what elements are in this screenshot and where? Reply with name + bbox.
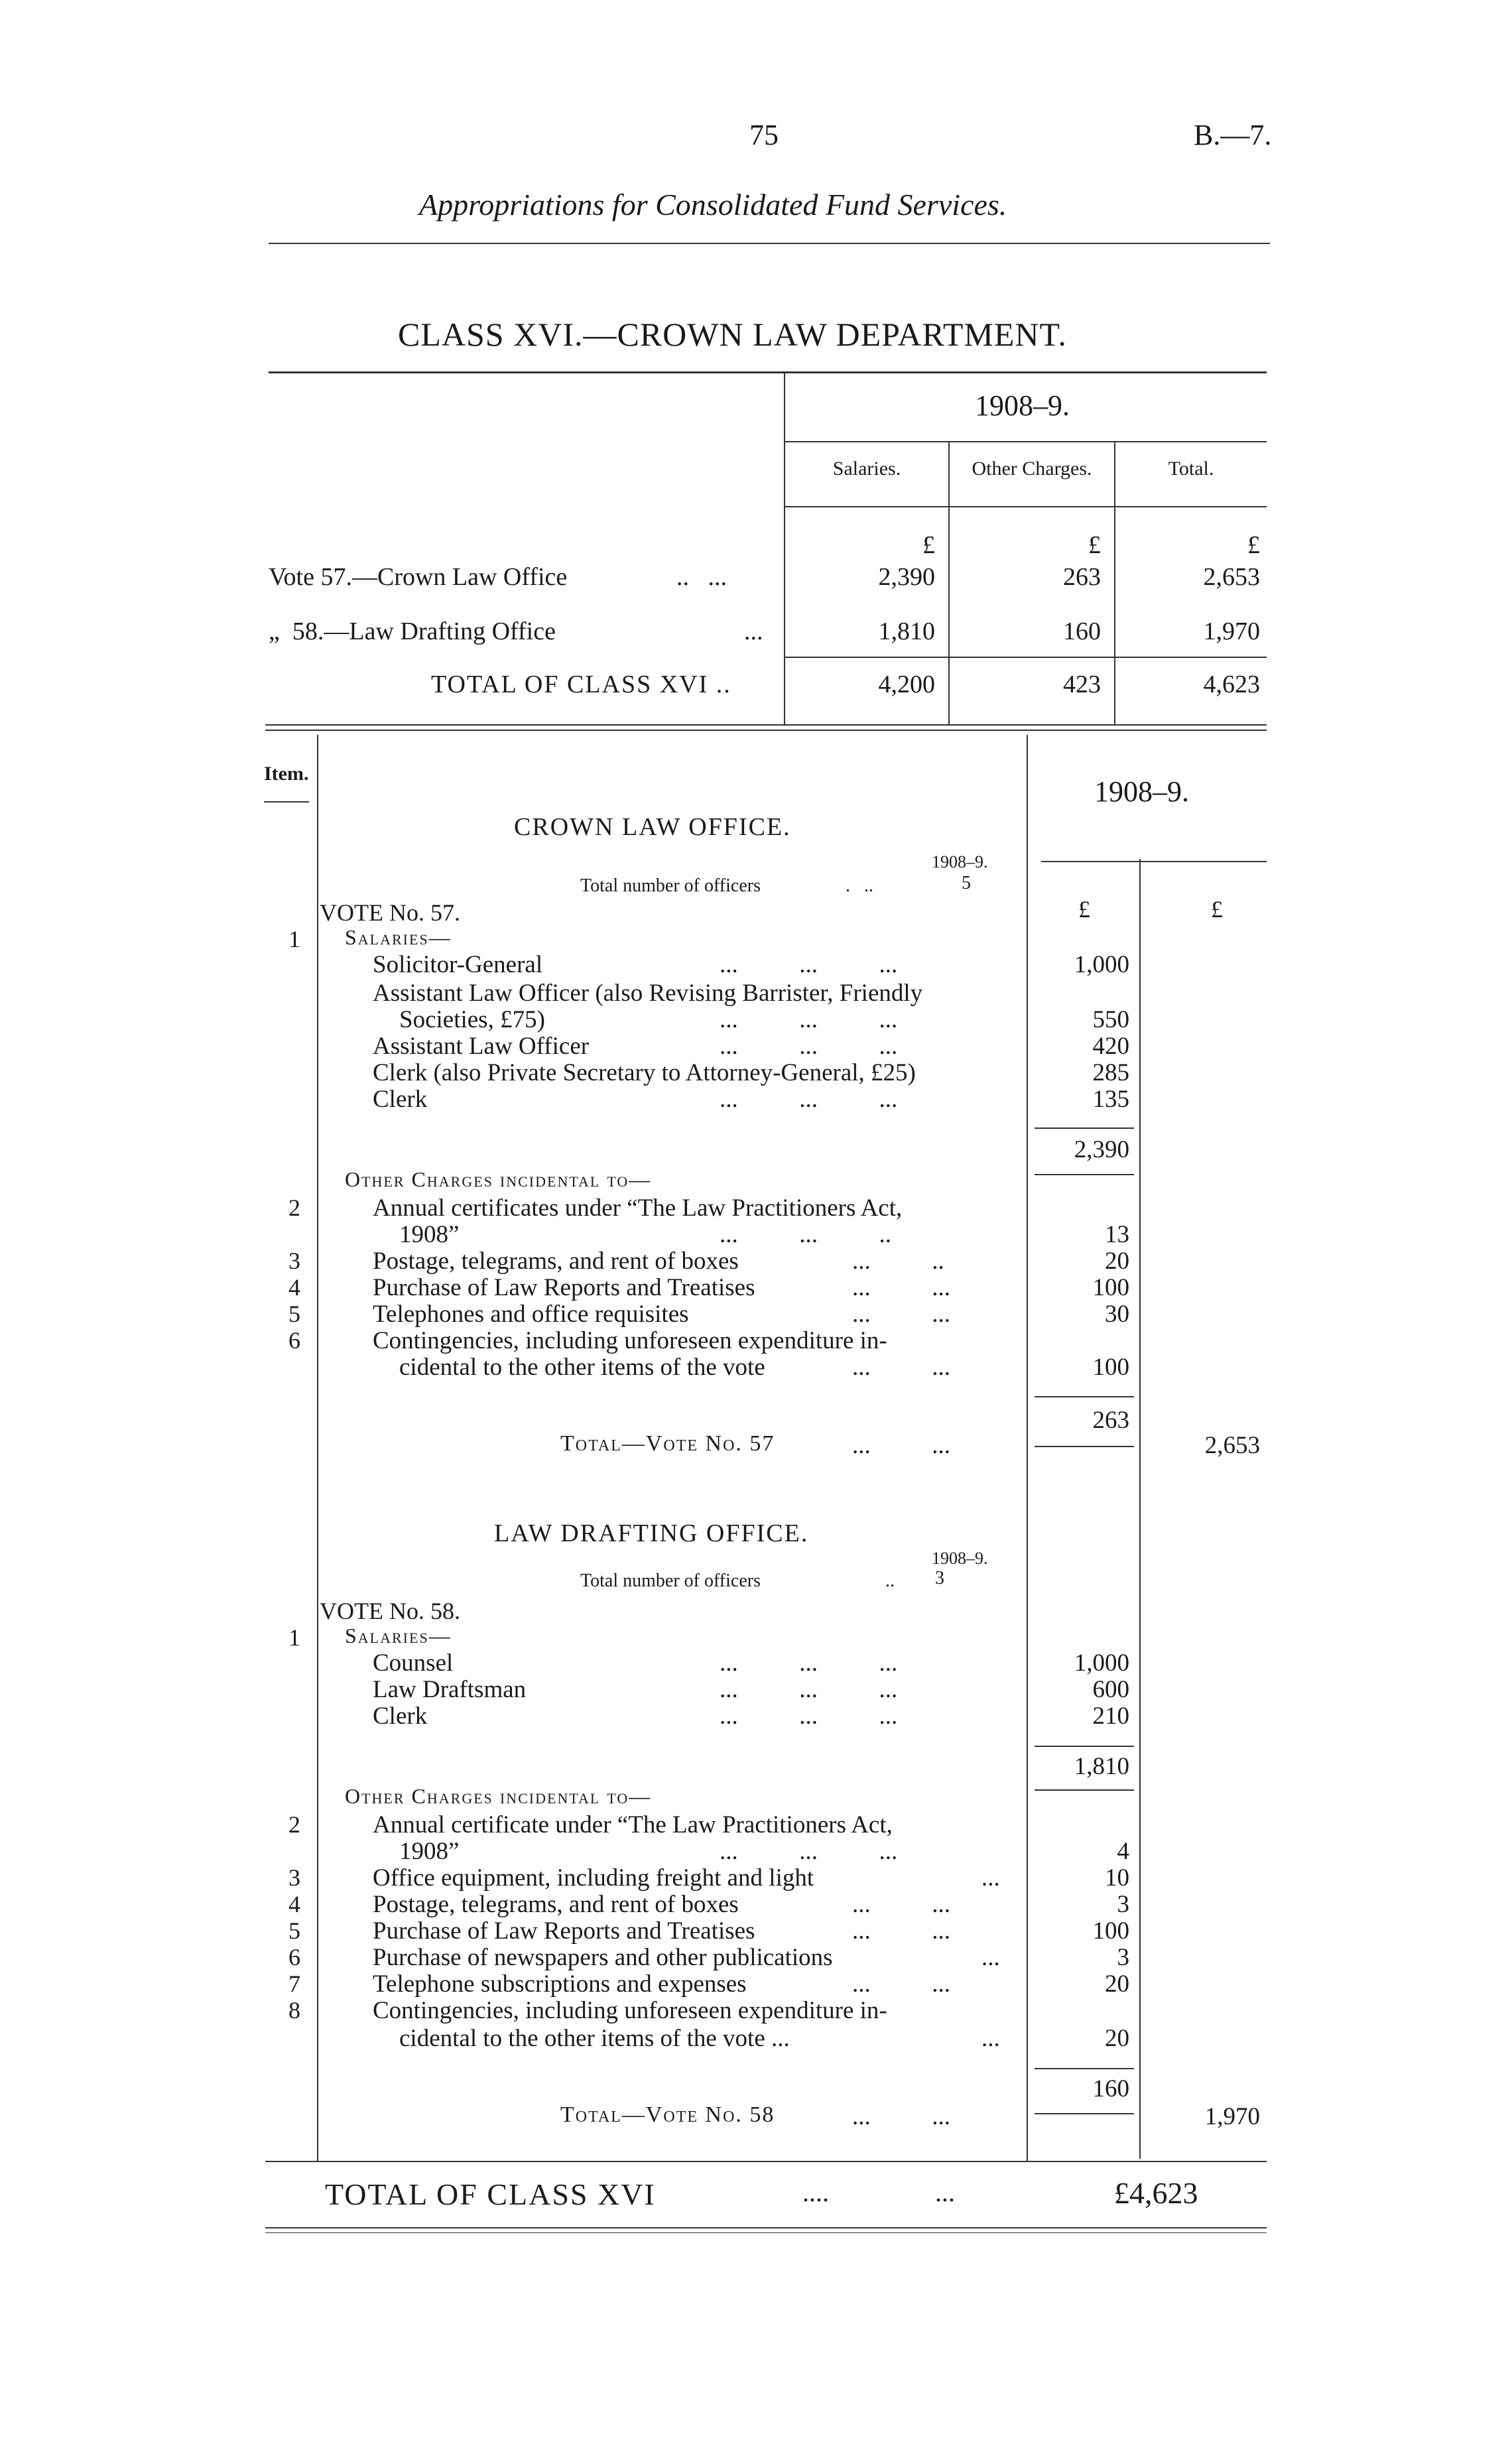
line-item-dots: ... ... — [852, 1274, 950, 1301]
line-item-amount: 3 — [1117, 1944, 1129, 1971]
subtotal-rule — [1035, 1789, 1134, 1791]
officers-label: Total number of officers — [580, 1571, 761, 1591]
line-item-amount: 100 — [1092, 1917, 1129, 1945]
subtotal-rule — [1035, 1396, 1134, 1397]
line-item-dots: ... ... ... — [720, 1838, 898, 1865]
line-item-text: Postage, telegrams, and rent of boxes — [373, 1891, 739, 1918]
line-item-text: Counsel — [373, 1649, 454, 1677]
line-item-text: Office equipment, including freight and light — [373, 1864, 814, 1892]
item-number: 5 — [288, 1301, 300, 1327]
line-item-amount: 210 — [1092, 1703, 1129, 1730]
line-item-amount: 10 — [1105, 1864, 1129, 1892]
subtotal-rule — [1035, 1127, 1134, 1129]
summary-year-rule — [785, 441, 1267, 442]
vote-total-amount: 2,653 — [1204, 1432, 1260, 1459]
line-item-amount: 20 — [1105, 1970, 1129, 1998]
line-item-text: Purchase of Law Reports and Treatises — [373, 1274, 755, 1301]
item-number: 6 — [288, 1944, 300, 1970]
summary-top-rule — [269, 371, 1267, 373]
line-item-amount: 100 — [1092, 1354, 1129, 1381]
line-item-dots: ... ... ... — [720, 1033, 898, 1060]
class-title: CLASS XVI.—CROWN LAW DEPARTMENT. — [398, 316, 1067, 353]
grand-total-top-rule — [265, 2161, 1267, 2162]
line-item-amount: 135 — [1092, 1086, 1129, 1113]
summary-bottom-rule-1 — [265, 724, 1267, 726]
line-item-dots: ... — [981, 1864, 1000, 1892]
summary-row-label: „ 58.—Law Drafting Office — [269, 617, 556, 645]
officers-count: 5 — [962, 873, 971, 893]
line-item-dots: ... — [981, 2025, 1000, 2052]
item-column-header: Item. — [264, 763, 309, 785]
subtotal-rule — [1035, 2068, 1134, 2069]
line-item-text: Postage, telegrams, and rent of boxes — [373, 1248, 739, 1275]
line-item-dots: ... ... — [852, 1970, 950, 1998]
line-item-amount: 1,000 — [1074, 1649, 1129, 1677]
item-number: 5 — [288, 1917, 300, 1944]
officers-dots: .. — [885, 1571, 895, 1591]
line-item-text: Telephones and office requisites — [373, 1301, 689, 1328]
vote-total-dots: ... ... — [852, 1432, 950, 1459]
line-item-text: Societies, £75) — [399, 1006, 545, 1033]
vote-total-label: Total—Vote No. 58 — [560, 2102, 775, 2127]
grand-total-dots: .... ... — [802, 2177, 955, 2207]
other-charges-heading: Other Charges incidental to— — [345, 1167, 652, 1191]
item-number: 4 — [288, 1274, 300, 1301]
item-number: 8 — [288, 1997, 300, 2024]
summary-row-other: 160 — [1063, 617, 1101, 645]
item-number: 6 — [288, 1327, 300, 1354]
detail-year: 1908–9. — [1094, 775, 1189, 808]
line-item-amount: 20 — [1105, 1248, 1129, 1275]
page-number: 75 — [749, 119, 779, 151]
item-number: 7 — [288, 1970, 300, 1997]
summary-row-salaries: 2,390 — [878, 563, 935, 591]
line-item-amount: 3 — [1117, 1891, 1129, 1918]
salaries-heading: Salaries— — [345, 925, 452, 949]
vote-label: VOTE No. 58. — [320, 1598, 460, 1624]
other-charges-subtotal: 160 — [1092, 2075, 1129, 2102]
line-item-text: Clerk — [373, 1703, 428, 1730]
line-item-text: Purchase of Law Reports and Treatises — [373, 1917, 755, 1945]
summary-currency-total: £ — [1247, 531, 1260, 559]
line-item-amount: 420 — [1092, 1033, 1129, 1060]
line-item-text: Solicitor-General — [373, 951, 543, 978]
summary-total-salaries: 4,200 — [878, 671, 935, 698]
line-item-dots: ... ... ... — [720, 1676, 898, 1703]
salaries-heading: Salaries— — [345, 1624, 452, 1647]
detail-year-rule — [1041, 861, 1267, 862]
line-item-amount: 13 — [1105, 1221, 1129, 1248]
summary-total-rule — [785, 657, 1267, 658]
detail-currency-left: £ — [1078, 896, 1090, 923]
header-rule — [269, 243, 1270, 244]
summary-col-total: Total. — [1168, 458, 1214, 480]
summary-row-other: 263 — [1063, 563, 1101, 591]
summary-year: 1908–9. — [975, 389, 1070, 422]
line-item-amount: 1,000 — [1074, 951, 1129, 978]
line-item-dots: ... ... ... — [720, 1086, 898, 1113]
item-number: 3 — [288, 1248, 300, 1274]
line-item-amount: 100 — [1092, 1274, 1129, 1301]
line-item-amount: 20 — [1105, 2025, 1129, 2052]
item-column-divider — [317, 735, 318, 2161]
officers-year: 1908–9. — [932, 852, 988, 871]
line-item-dots: ... ... — [852, 1301, 950, 1328]
summary-row-dots: .. ... — [676, 563, 727, 591]
line-item-text: Annual certificates under “The Law Practitioners Act, — [373, 1194, 903, 1222]
vote-label: VOTE No. 57. — [320, 899, 460, 926]
line-item-dots: ... ... .. — [720, 1221, 891, 1248]
other-charges-heading: Other Charges incidental to— — [345, 1784, 652, 1808]
amount-column-divider — [1027, 735, 1028, 2161]
line-item-dots: ... ... ... — [720, 1649, 898, 1677]
line-item-amount: 30 — [1105, 1301, 1129, 1328]
subtotal-rule — [1035, 2113, 1134, 2114]
subtotal-rule — [1035, 1446, 1134, 1447]
line-item-dots: ... ... — [852, 1354, 950, 1381]
vote-total-amount: 1,970 — [1204, 2103, 1260, 2130]
office-title: LAW DRAFTING OFFICE. — [494, 1519, 809, 1547]
summary-row-total: 1,970 — [1203, 617, 1260, 645]
officers-count: 3 — [935, 1568, 944, 1588]
grand-total-label: TOTAL OF CLASS XVI — [325, 2177, 656, 2211]
item-number: 4 — [288, 1891, 300, 1917]
grand-total-bottom-rule-1 — [265, 2227, 1267, 2228]
line-item-amount: 600 — [1092, 1676, 1129, 1703]
officers-label: Total number of officers — [580, 875, 761, 896]
grand-total-amount: £4,623 — [1114, 2176, 1198, 2210]
summary-total-label: TOTAL OF CLASS XVI .. — [431, 671, 731, 698]
summary-row-total: 2,653 — [1203, 563, 1260, 591]
line-item-text: Contingencies, including unforeseen expenditure in- — [373, 1997, 887, 2024]
summary-col-other: Other Charges. — [972, 458, 1092, 480]
summary-row-salaries: 1,810 — [878, 617, 935, 645]
line-item-text: Annual certificate under “The Law Practitioners Act, — [373, 1811, 893, 1838]
subtotal-column-divider — [1139, 859, 1141, 2159]
line-item-amount: 550 — [1092, 1006, 1129, 1033]
line-item-text: cidental to the other items of the vote — [399, 1354, 765, 1381]
vote-total-label: Total—Vote No. 57 — [560, 1431, 775, 1456]
line-item-dots: ... ... ... — [720, 1703, 898, 1730]
item-number: 1 — [288, 1624, 300, 1651]
summary-bottom-rule-2 — [265, 730, 1267, 731]
line-item-text: Clerk (also Private Secretary to Attorney-General, £25) — [373, 1059, 916, 1086]
line-item-amount: 4 — [1117, 1838, 1129, 1865]
item-header-rule — [264, 801, 309, 803]
line-item-text: Assistant Law Officer (also Revising Barrister, Friendly — [373, 980, 923, 1007]
officers-dots: . .. — [846, 875, 873, 896]
summary-total-other: 423 — [1063, 671, 1101, 698]
line-item-text: Assistant Law Officer — [373, 1033, 590, 1060]
line-item-text: Telephone subscriptions and expenses — [373, 1970, 747, 1998]
line-item-dots: ... — [981, 1944, 1000, 1971]
detail-currency-right: £ — [1211, 896, 1223, 923]
line-item-dots: ... ... ... — [720, 951, 898, 978]
office-title: CROWN LAW OFFICE. — [514, 813, 791, 841]
summary-row-label: Vote 57.—Crown Law Office — [269, 563, 568, 591]
line-item-text: Purchase of newspapers and other publications — [373, 1944, 833, 1971]
subtotal-rule — [1035, 1174, 1134, 1175]
item-number: 3 — [288, 1864, 300, 1891]
subtotal-rule — [1035, 1746, 1134, 1747]
item-number: 1 — [288, 926, 300, 952]
item-number: 2 — [288, 1811, 300, 1838]
summary-col-salaries: Salaries. — [832, 458, 901, 480]
line-item-text: 1908” — [399, 1221, 460, 1248]
line-item-text: cidental to the other items of the vote ... — [399, 2025, 790, 2052]
line-item-dots: ... ... — [852, 1917, 950, 1945]
line-item-dots: ... ... ... — [720, 1006, 898, 1033]
grand-total-bottom-rule-2 — [265, 2232, 1267, 2233]
summary-currency-salaries: £ — [922, 531, 935, 559]
line-item-dots: ... .. — [852, 1248, 944, 1275]
salaries-subtotal: 2,390 — [1074, 1136, 1129, 1163]
summary-currency-other: £ — [1088, 531, 1101, 559]
page-title: Appropriations for Consolidated Fund Services. — [419, 188, 1007, 222]
summary-header-rule — [785, 506, 1267, 507]
line-item-text: Law Draftsman — [373, 1676, 527, 1703]
line-item-dots: ... ... — [852, 1891, 950, 1918]
other-charges-subtotal: 263 — [1092, 1407, 1129, 1434]
line-item-text: Clerk — [373, 1086, 428, 1113]
line-item-amount: 285 — [1092, 1059, 1129, 1086]
officers-year: 1908–9. — [932, 1549, 988, 1568]
salaries-subtotal: 1,810 — [1074, 1753, 1129, 1780]
vote-total-dots: ... ... — [852, 2103, 950, 2130]
summary-row-dots: ... — [744, 617, 763, 645]
summary-total-total: 4,623 — [1203, 671, 1260, 698]
line-item-text: 1908” — [399, 1838, 460, 1865]
line-item-text: Contingencies, including unforeseen expenditure in- — [373, 1327, 887, 1354]
document-reference: B.—7. — [1194, 119, 1272, 151]
item-number: 2 — [288, 1194, 300, 1221]
